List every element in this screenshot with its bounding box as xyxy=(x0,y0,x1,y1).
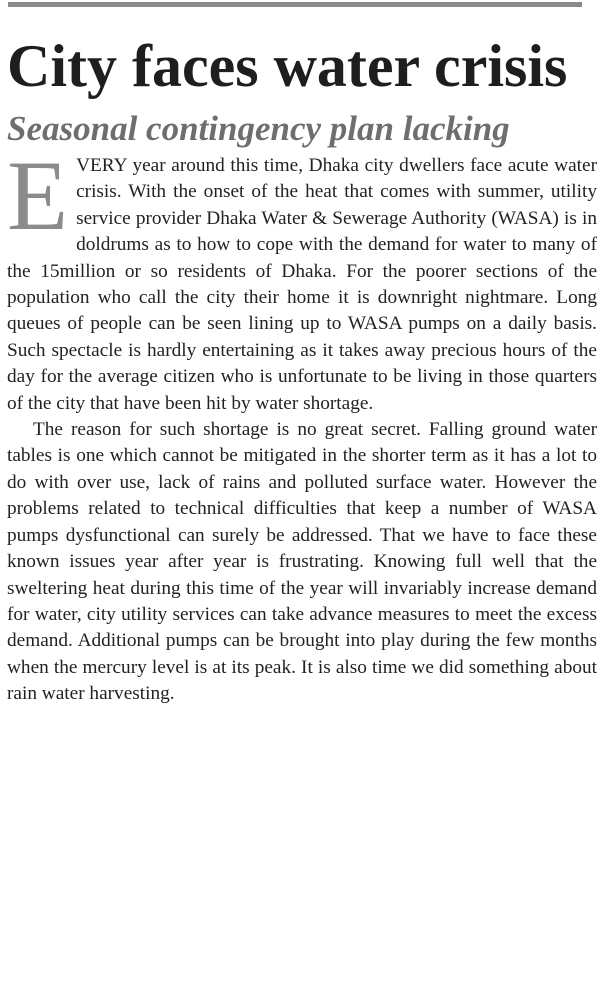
paragraph-1 xyxy=(7,140,597,417)
paragraph-2: The reason for such shortage is no great secret. Falling ground water tables is one which cannot be mitigated in the shorter term as it has a lot to do with over use, lack of rains and polluted surface water. However the problems related to technical difficulties that keep a number of WASA pumps dysfunctional can surely be addressed. That we have to face these known issues year after year is frustrating. Knowing full well that the sweltering heat during this time of the year will invariably increase demand for water, city utility services can take advance measures to meet the excess demand. Additional pumps can be brought into play during the few months when the mercury level is at its peak. It is also time we did something about rain water harvesting. xyxy=(7,419,597,705)
subheadline: Seasonal contingency plan lacking xyxy=(7,109,510,148)
drop-cap: E xyxy=(7,140,69,251)
paragraph-1-text: VERY year around this time, Dhaka city dwellers face acute water crisis. With the onset of the heat that comes with summer, utility service provider Dhaka Water & Sewerage Authority (WASA) is in doldrums as to how to cope with the demand for water to many of the 15million or so residents of Dhaka. For the poorer sections of the population who call the city their home it is downright nightmare. Long queues of people can be seen lining up to WASA pumps on a daily basis. Such spectacle is hardly entertaining as it takes away precious hours of the day for the average citizen who is unfortunate to be living in those quarters of the city that have been hit by water shortage. xyxy=(7,155,597,414)
headline: City faces water crisis xyxy=(7,33,568,99)
editorial-article xyxy=(7,34,597,708)
top-rule xyxy=(8,2,582,7)
